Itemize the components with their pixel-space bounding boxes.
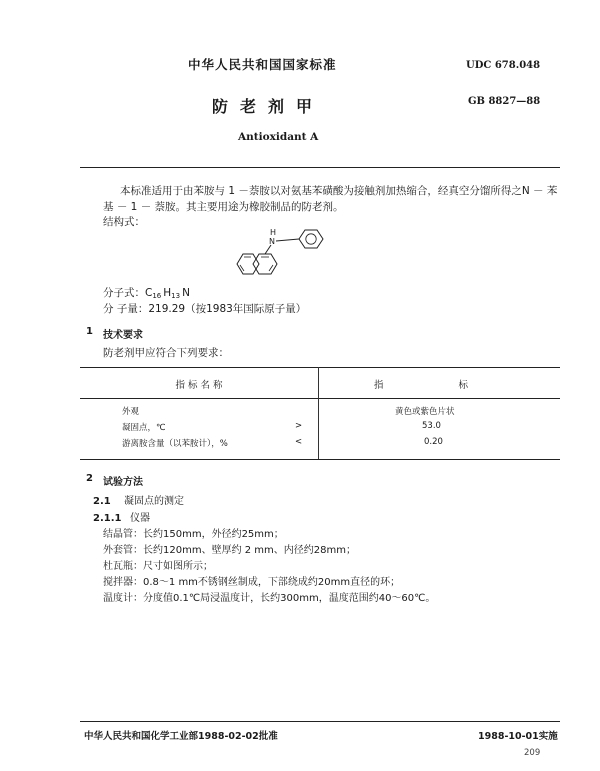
standard-title: 中华人民共和国国家标准 <box>188 57 337 72</box>
section-2-1-title: 凝固点的测定 <box>124 496 184 507</box>
section-1-intro: 防老剂甲应符合下列要求： <box>103 347 229 359</box>
formula-h-count: 13 <box>171 292 181 300</box>
table-header-value: 指 标 <box>373 380 505 391</box>
section-2-heading: 试验方法 <box>103 477 143 488</box>
table-row-value: 53.0 <box>422 421 441 431</box>
structure-label: 结构式： <box>103 216 145 228</box>
gb-number: GB 8827—88 <box>468 96 541 107</box>
table-header-name: 指 标 名 称 <box>175 380 223 391</box>
apparatus-item: 温度计：分度值0.1℃局浸温度计，长约300mm，温度范围约40～60℃。 <box>103 593 436 604</box>
phenyl-aromatic-circle <box>306 234 316 244</box>
document-subtitle: Antioxidant A <box>238 131 319 143</box>
page-number: 209 <box>524 748 541 758</box>
n-phenyl-bond <box>276 239 299 241</box>
apparatus-item: 外套管：长约120mm、壁厚约 2 mm、内径约28mm； <box>103 545 356 556</box>
table-top-rule <box>80 367 560 368</box>
udc-number: UDC 678.048 <box>466 60 541 71</box>
table-row-name: 外观 <box>122 407 140 417</box>
phenyl-ring <box>299 230 323 248</box>
table-row-symbol: < <box>295 437 303 447</box>
scope-paragraph: 本标准适用于由苯胺与 1 －萘胺以对氨基苯磺酸为接触剂加热缩合，经真空分馏所得之N － 苯基 － 1 － 萘胺。其主要用途为橡胶制品的防老剂。 <box>103 185 558 213</box>
implementation-date: 1988-10-01实施 <box>478 731 558 742</box>
section-2-1-1-number: 2.1.1 <box>93 513 122 524</box>
apparatus-item: 结晶管：长约150mm，外径约25mm； <box>103 529 284 540</box>
table-row-name: 凝固点，℃ <box>122 423 166 433</box>
apparatus-item: 杜瓦瓶：尺寸如图所示； <box>103 561 213 572</box>
apparatus-item: 搅拌器：0.8～1 mm不锈钢丝制成，下部绕成约20mm直径的环； <box>103 577 401 588</box>
table-column-divider <box>318 367 319 459</box>
document-title: 防老剂甲 <box>212 97 325 116</box>
structural-formula-diagram <box>235 226 335 288</box>
formula-label: 分子式： <box>103 287 145 299</box>
table-row-value: 黄色或紫色片状 <box>395 407 455 417</box>
formula-c: C <box>145 287 153 299</box>
approval-line: 中华人民共和国化学工业部1988-02-02批准 <box>84 731 278 742</box>
table-row-value: 0.20 <box>424 437 443 447</box>
weight-label: 分 子量： <box>103 303 149 315</box>
header-divider <box>80 167 560 168</box>
footer-rule <box>80 721 560 722</box>
table-row-symbol: > <box>295 421 303 431</box>
table-bottom-rule <box>80 459 560 460</box>
formula-n: N <box>182 287 190 299</box>
formula-c-count: 16 <box>152 292 162 300</box>
formula-h: H <box>163 287 172 299</box>
n-naphthyl-bond <box>265 245 271 254</box>
atom-n-label: N <box>269 237 275 246</box>
section-1-heading: 技术要求 <box>103 330 143 341</box>
molecular-weight-line <box>103 301 306 317</box>
table-header-rule <box>80 398 560 399</box>
section-2-number: 2 <box>86 473 93 484</box>
weight-value: 219.29（按1983年国际原子量） <box>148 303 307 315</box>
table-row-name: 游离胺含量（以苯胺计），% <box>122 439 228 449</box>
section-2-1-1-title: 仪器 <box>130 513 150 524</box>
section-1-number: 1 <box>86 326 93 337</box>
section-2-1-number: 2.1 <box>93 496 111 507</box>
atom-h-label: H <box>270 228 277 237</box>
